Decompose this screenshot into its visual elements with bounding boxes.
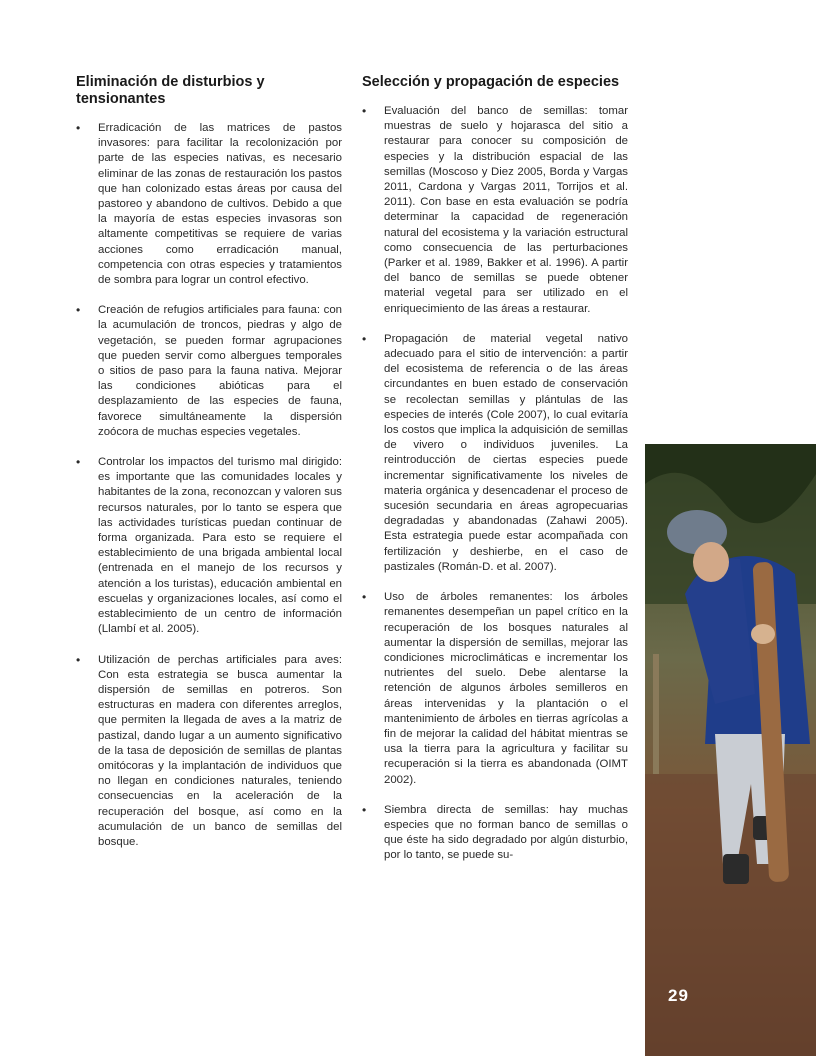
list-item: • Uso de árboles remanentes: los árboles remanentes desempeñan un papel crítico en la recuperación de los bosques naturales al aumentar la dispersión de semillas, mejorar las condiciones microclimáticas e incrementar los nutrientes del suelo. Debe alentarse la retención de algunos árboles semilleros en áreas intervenidas y la plantación o el mantenimiento de árboles en tierras agrícolas a fin de mejorar la calidad del hábitat mientras se usa la tierra para la agricultura y facilitar su recuperación si la tierra es abandonada (OIMT 2002). bbox=[362, 590, 628, 786]
bullet-icon: • bbox=[76, 303, 81, 318]
bullet-icon: • bbox=[76, 652, 81, 667]
left-bullet-list bbox=[76, 121, 342, 850]
list-item: • Erradicación de las matrices de pastos invasores: para facilitar la recolonización por parte de las especies nativas, es necesario eliminar de las zonas de restauración los pastos que han colonizado estas áreas por causa del pastoreo y abandono de cultivos. Debido a que la mayoría de estas especies invasoras son altamente competitivas se requiere de varias acciones como erradicación manual, competencia con otras especies y tratamientos de sombra para lograr un control efectivo. bbox=[76, 121, 342, 287]
bullet-icon: • bbox=[362, 104, 367, 118]
bullet-icon: • bbox=[362, 802, 367, 817]
photo-man-planting-post bbox=[645, 444, 816, 1056]
photo-illustration bbox=[645, 444, 816, 1056]
shoe-left bbox=[723, 854, 749, 884]
page-number: 29 bbox=[668, 986, 689, 1005]
section-heading-disturbances: Eliminación de disturbios y tensionantes bbox=[76, 74, 265, 107]
right-bullet-list bbox=[362, 104, 628, 864]
bullet-icon: • bbox=[362, 331, 367, 346]
bullet-icon: • bbox=[362, 590, 367, 605]
face bbox=[693, 542, 729, 582]
bullet-icon: • bbox=[76, 121, 81, 135]
small-stake bbox=[653, 654, 659, 774]
list-item: • Evaluación del banco de semillas: tomar muestras de suelo y hojarasca del sitio a restaurar para conocer su composición de especies y la distribución espacial de las semillas (Moscoso y Diez 2005, Borda y Vargas 2011, Cardona y Vargas 2011, Torrijos et al. 2011). Con base en esta evaluación se podría determinar la capacidad de regeneración natural del ecosistema y la variación estructural como consecuencia de las perturbaciones (Parker et al. 1989, Bakker et al. 1996). A partir del banco de semillas se puede obtener material vegetal para ser utilizado en el enriquecimiento de las áreas a restaurar. bbox=[362, 104, 628, 315]
section-heading-species: Selección y propagación de especies bbox=[362, 74, 620, 90]
hand bbox=[751, 624, 775, 644]
left-column bbox=[76, 74, 342, 865]
list-item: • Utilización de perchas artificiales para aves: Con esta estrategia se busca aumentar la dispersión de semillas en potreros. Son estructuras en madera con diferentes arreglos, que permiten la llegada de aves a la matriz de pastizal, dando lugar a un aumento significativo de la tasa de deposición de semillas de plantas omitócoras y la implantación de individuos que no llegan en condiciones naturales, teniendo consecuencias en la aceleración de la recuperación del bosque, así como en la acumulación de un banco de semillas del bosque. bbox=[76, 652, 342, 848]
bullet-icon: • bbox=[76, 455, 81, 470]
right-column bbox=[362, 74, 628, 879]
list-item: • Propagación de material vegetal nativo adecuado para el sitio de intervención: a partir del ecosistema de referencia o de las áreas circundantes en buen estado de conservación se recolectan semillas y plántulas de las especies de interés (Cole 2007), lo cual evitaría los costos que implica la adquisición de semillas de vivero o individuos juveniles. La reintroducción de ciertas especies puede incrementar significativamente los niveles de materia orgánica y desencadenar el proceso de sucesión secundaria en áreas agropecuarias degradadas y abandonadas (Zahawi 2005). Esta estrategia puede estar acompañada con fertilización y deshierbe, en el caso de pastizales (Román-D. et al. 2007). bbox=[362, 331, 628, 573]
list-item: • Controlar los impactos del turismo mal dirigido: es importante que las comunidades locales y habitantes de la zona, reconozcan y valoren sus recursos naturales, por lo tanto se espera que las actividades turísticas puedan continuar de forma organizada. Para esto se requiere el establecimiento de una brigada ambiental local (entrenada en el manejo de los recursos y atención a los turistas), educación ambiental en escuelas y organizaciones locales, así como el establecimiento de un centro de información (Llambí et al. 2005). bbox=[76, 455, 342, 636]
list-item: • Creación de refugios artificiales para fauna: con la acumulación de troncos, piedras y algo de vegetación, se pueden formar agrupaciones que pueden servir como albergues temporales o sitios de paso para la fauna nativa. Mejorar las condiciones abióticas para el desplazamiento de las especies de fauna, favorece simultáneamente la dispersión zoócora de muchas especies vegetales. bbox=[76, 303, 342, 438]
list-item: • Siembra directa de semillas: hay muchas especies que no forman banco de semillas o que éste ha sido degradado por algún disturbio, por lo tanto, se puede su- bbox=[362, 802, 628, 862]
